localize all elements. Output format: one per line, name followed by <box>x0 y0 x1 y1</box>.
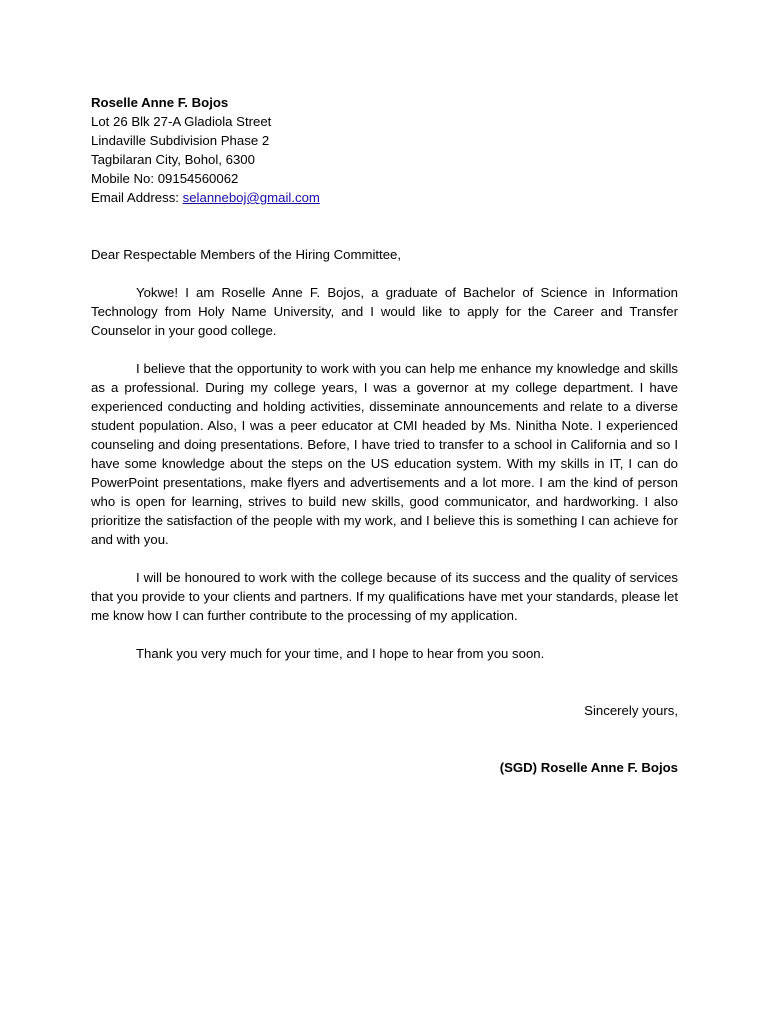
cover-letter <box>91 93 678 777</box>
body-paragraph-1: Yokwe! I am Roselle Anne F. Bojos, a graduate of Bachelor of Science in Information Technology from Holy Name University, and I would like to apply for the Career and Transfer Counselor in your good college. <box>91 285 678 338</box>
body-paragraph-4: Thank you very much for your time, and I hope to hear from you soon. <box>136 646 545 661</box>
sender-email-link[interactable]: selanneboj@gmail.com <box>182 190 320 205</box>
sender-mobile: Mobile No: 09154560062 <box>91 171 239 186</box>
closing: Sincerely yours, <box>584 703 678 718</box>
sender-block <box>91 93 678 207</box>
sender-address-line-1: Lot 26 Blk 27-A Gladiola Street <box>91 114 272 129</box>
sender-address-line-3: Tagbilaran City, Bohol, 6300 <box>91 152 255 167</box>
sender-email-row <box>91 188 678 207</box>
salutation: Dear Respectable Members of the Hiring Committee, <box>91 247 402 262</box>
body-paragraph-3: I will be honoured to work with the college because of its success and the quality of services that you provide to your clients and partners. If my qualifications have met your standards, please let me know how I can further contribute to the processing of my application. <box>91 570 678 623</box>
body-paragraph-2: I believe that the opportunity to work with you can help me enhance my knowledge and skills as a professional. During my college years, I was a governor at my college department. I have experienced conducting and holding activities, disseminate announcements and relate to a diverse student population. Also, I was a peer educator at CMI headed by Ms. Ninitha Note. I experienced counseling and doing presentations. Before, I have tried to transfer to a school in California and so I have some knowledge about the steps on the US education system. With my skills in IT, I can do PowerPoint presentations, make flyers and advertisements and a lot more. I am the kind of person who is open for learning, strives to build new skills, good communicator, and hardworking. I also prioritize the satisfaction of the people with my work, and I believe this is something I can achieve for and with you. <box>91 361 678 547</box>
sender-email-label: Email Address: <box>91 190 183 205</box>
sender-name: Roselle Anne F. Bojos <box>91 95 229 110</box>
sender-address-line-2: Lindaville Subdivision Phase 2 <box>91 133 270 148</box>
signature: (SGD) Roselle Anne F. Bojos <box>499 760 678 775</box>
